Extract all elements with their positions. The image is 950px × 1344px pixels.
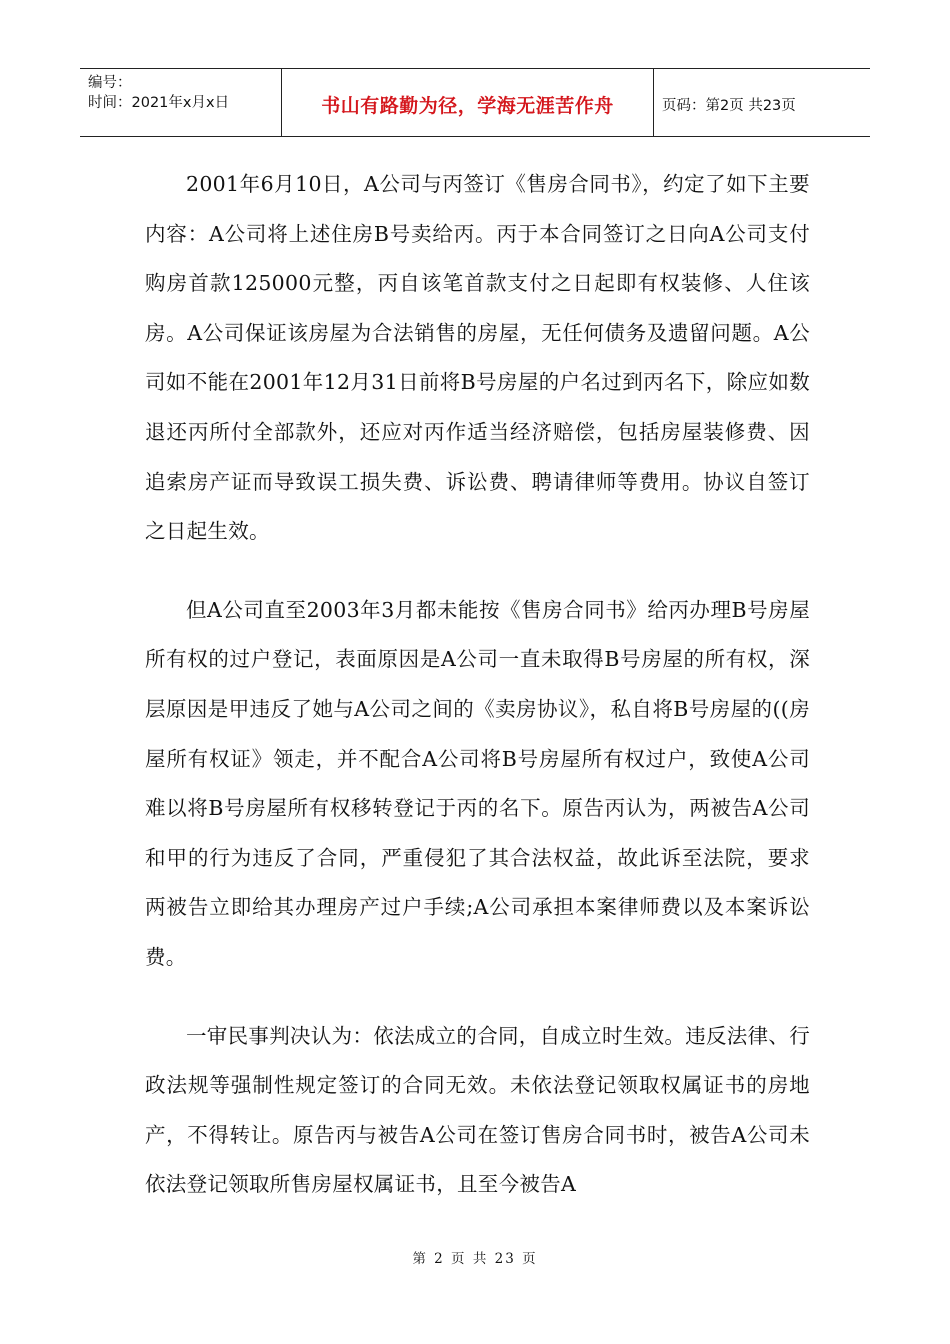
header-motto: 书山有路勤为径，学海无涯苦作舟 bbox=[282, 69, 654, 136]
paragraph-1: 2001年6月10日，A公司与丙签订《售房合同书》，约定了如下主要内容：A公司将上述住房B号卖给丙。丙于本合同签订之日向A公司支付购房首款125000元整，丙自该笔首款支付之日起即有权装修、人住该房。A公司保证该房屋为合法销售的房屋，无任何债务及遗留问题。A公司如不能在2001年12月31日前将B号房屋的户名过到丙名下，除应如数退还丙所付全部款外，还应对丙作适当经济赔偿，包括房屋装修费、因追索房产证而导致误工损失费、诉讼费、聘请律师等费用。协议自签订之日起生效。 bbox=[145, 172, 810, 544]
paragraph-3: 一审民事判决认为：依法成立的合同，自成立时生效。违反法律、行政法规等强制性规定签订的合同无效。未依法登记领取权属证书的房地产，不得转让。原告丙与被告A公司在签订售房合同书时，被告A公司未依法登记领取所售房屋权属证书，且至今被告A bbox=[145, 1023, 810, 1197]
page-footer: 第 2 页 共 23 页 bbox=[412, 1251, 538, 1267]
page-header bbox=[80, 68, 870, 137]
paragraph-2: 但A公司直至2003年3月都未能按《售房合同书》给丙办理B号房屋所有权的过户登记，表面原因是A公司一直未取得B号房屋的所有权，深层原因是甲违反了她与A公司之间的《卖房协议》，私自将B号房屋的((房屋所有权证》领走，并不配合A公司将B号房屋所有权过户，致使A公司难以将B号房屋所有权移转登记于丙的名下。原告丙认为，两被告A公司和甲的行为违反了合同，严重侵犯了其合法权益，故此诉至法院，要求两被告立即给其办理房产过户手续;A公司承担本案律师费以及本案诉讼费。 bbox=[145, 597, 810, 969]
document-time-label: 时间：2021年x月x日 bbox=[88, 95, 230, 111]
header-meta bbox=[80, 69, 282, 136]
document-body bbox=[145, 160, 810, 1239]
header-page-info: 页码：第2页 共23页 bbox=[662, 98, 796, 114]
document-number-label: 编号： bbox=[88, 75, 132, 91]
